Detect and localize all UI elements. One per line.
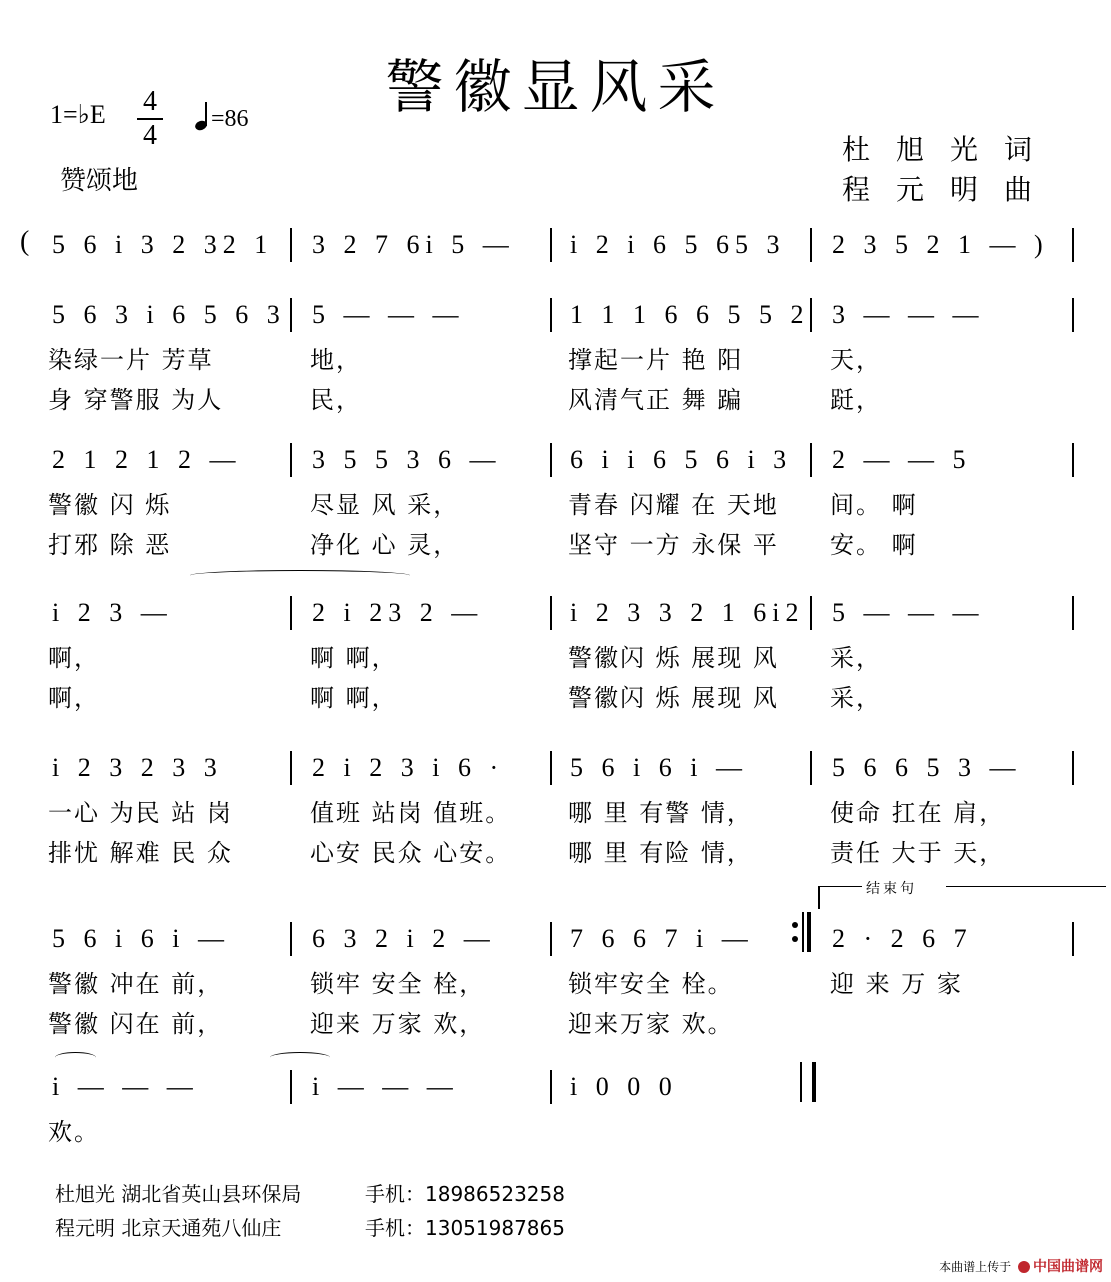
lyric-line-2: 民， [310, 386, 362, 414]
lyric-line-1: 使命 扛在 肩， [830, 799, 1006, 827]
lyric-line-1: 一心 为民 站 岗 [48, 799, 233, 827]
contact-phone: 手机：18986523258 [365, 1182, 565, 1206]
lyric-line-1: 间。 啊 [830, 491, 918, 519]
site-logo-icon [1018, 1261, 1030, 1273]
measure: 5 6 3 i 6 5 6 3 [52, 300, 286, 329]
composer-credit: 程元明曲 [842, 173, 1059, 206]
slur [190, 570, 410, 581]
lyric-line-2: 啊， [48, 684, 100, 712]
measure: i 2 3 3 2 1 6i2 [570, 598, 805, 627]
tempo-value: =86 [211, 106, 249, 132]
lyric-line-1: 啊 啊， [310, 644, 398, 672]
lyric-line-2: 风清气正 舞 蹁 [568, 386, 744, 414]
barline [810, 298, 812, 332]
barline [1072, 596, 1074, 630]
barline [550, 596, 552, 630]
measure: 6 i i 6 5 6 i 3 [570, 445, 793, 474]
lyric-line-1: 欢。 [48, 1118, 100, 1146]
ending-bracket [818, 886, 862, 909]
barline [810, 228, 812, 262]
barline [1072, 751, 1074, 785]
lyric-line-1: 警徽闪 烁 展现 风 [568, 644, 779, 672]
barline [290, 1070, 292, 1104]
measure: 2 · 2 6 7 [832, 924, 973, 953]
contact-name: 程元明 北京天通苑八仙庄 [55, 1216, 282, 1240]
measure: i — — — [312, 1072, 459, 1101]
barline [290, 922, 292, 956]
barline [550, 228, 552, 262]
lyric-line-1: 地， [310, 346, 362, 374]
lyric-line-1: 锁牢安全 栓。 [568, 970, 734, 998]
measure: 5 6 i 6 i — [570, 753, 748, 782]
expression-marking: 赞颂地 [60, 166, 139, 196]
lyric-line-1: 值班 站岗 值班。 [310, 799, 512, 827]
lyric-line-2: 净化 心 灵， [310, 531, 460, 559]
barline [550, 922, 552, 956]
barline [810, 751, 812, 785]
lyricist-credit: 杜旭光词 [842, 133, 1059, 166]
measure: 3 — — — [832, 300, 985, 329]
measure: 2 3 5 2 1 — ) [832, 230, 1049, 259]
barline [1072, 228, 1074, 262]
footer-text: 本曲谱上传于 [939, 1260, 1012, 1274]
barline [290, 228, 292, 262]
measure: 1 1 1 6 6 5 5 2 [570, 300, 810, 329]
lyric-line-1: 尽显 风 采， [310, 491, 460, 519]
barline [290, 596, 292, 630]
quarter-note-icon [195, 104, 211, 130]
time-numerator: 4 [143, 86, 157, 117]
tempo-marking [195, 104, 249, 133]
barline [290, 443, 292, 477]
measure: i 2 3 — [52, 598, 173, 627]
measure: 6 3 2 i 2 — [312, 924, 496, 953]
measure: 2 1 2 1 2 — [52, 445, 242, 474]
barline [810, 443, 812, 477]
lyric-line-2: 迎来万家 欢。 [568, 1010, 734, 1038]
measure: 5 — — — [312, 300, 465, 329]
measure: 7 6 6 7 i — [570, 924, 754, 953]
lyric-line-2: 责任 大于 天， [830, 839, 1006, 867]
lyric-line-1: 染绿一片 芳草 [48, 346, 214, 374]
measure: i 2 3 2 3 3 [52, 753, 223, 782]
measure: 5 — — — [832, 598, 985, 627]
ending-line [946, 886, 1106, 887]
measure: 5 6 6 5 3 — [832, 753, 1022, 782]
barline [290, 298, 292, 332]
page-title: 警徽显风采 [385, 53, 726, 121]
intro-paren: ( [20, 226, 30, 257]
barline [1072, 443, 1074, 477]
lyric-line-2: 安。 啊 [830, 531, 918, 559]
final-barline [800, 1062, 816, 1102]
time-denominator: 4 [143, 120, 157, 151]
contact-2 [55, 1212, 565, 1241]
barline [290, 751, 292, 785]
lyric-line-2: 打邪 除 恶 [48, 531, 172, 559]
key-signature: 1=♭E [50, 100, 106, 129]
lyric-line-1: 天， [830, 346, 882, 374]
ending-label: 结束句 [866, 881, 917, 897]
lyric-line-2: 跹， [830, 386, 882, 414]
lyric-line-2: 哪 里 有险 情， [568, 839, 753, 867]
slur [55, 1052, 96, 1063]
footer [939, 1256, 1103, 1276]
measure: 2 — — 5 [832, 445, 972, 474]
slur [270, 1052, 330, 1063]
lyric-line-1: 锁牢 安全 栓， [310, 970, 486, 998]
contact-phone: 手机：13051987865 [365, 1216, 565, 1240]
contact-1 [55, 1178, 565, 1207]
lyric-line-2: 啊 啊， [310, 684, 398, 712]
site-name[interactable]: 中国曲谱网 [1033, 1259, 1103, 1275]
contact-name: 杜旭光 湖北省英山县环保局 [55, 1182, 302, 1206]
barline [550, 751, 552, 785]
lyric-line-1: 迎 来 万 家 [830, 970, 963, 998]
lyric-line-2: 警徽 闪在 前， [48, 1010, 224, 1038]
lyric-line-1: 撑起一片 艳 阳 [568, 346, 744, 374]
barline [810, 596, 812, 630]
lyric-line-2: 排忧 解难 民 众 [48, 839, 233, 867]
lyric-line-2: 心安 民众 心安。 [310, 839, 512, 867]
measure: 5 6 i 3 2 32 1 [52, 230, 274, 259]
barline [550, 443, 552, 477]
measure: i 0 0 0 [570, 1072, 678, 1101]
measure: 3 5 5 3 6 — [312, 445, 502, 474]
lyric-line-2: 采， [830, 684, 882, 712]
barline [1072, 298, 1074, 332]
lyric-line-1: 采， [830, 644, 882, 672]
time-signature [135, 86, 165, 152]
lyric-line-1: 青春 闪耀 在 天地 [568, 491, 779, 519]
barline [550, 1070, 552, 1104]
lyric-line-1: 警徽 闪 烁 [48, 491, 172, 519]
measure: i — — — [52, 1072, 199, 1101]
measure: i 2 i 6 5 65 3 [570, 230, 786, 259]
lyric-line-2: 警徽闪 烁 展现 风 [568, 684, 779, 712]
measure: 2 i 2 3 i 6 · [312, 753, 505, 782]
repeat-sign [792, 912, 804, 952]
lyric-line-1: 啊， [48, 644, 100, 672]
lyric-line-1: 哪 里 有警 情， [568, 799, 753, 827]
measure: 5 6 i 6 i — [52, 924, 230, 953]
measure: 3 2 7 6i 5 — [312, 230, 515, 259]
measure: 2 i 23 2 — [312, 598, 484, 627]
lyric-line-1: 警徽 冲在 前， [48, 970, 224, 998]
lyric-line-2: 迎来 万家 欢， [310, 1010, 486, 1038]
lyric-line-2: 身 穿警服 为人 [48, 386, 224, 414]
barline [550, 298, 552, 332]
barline [1072, 922, 1074, 956]
lyric-line-2: 坚守 一方 永保 平 [568, 531, 779, 559]
